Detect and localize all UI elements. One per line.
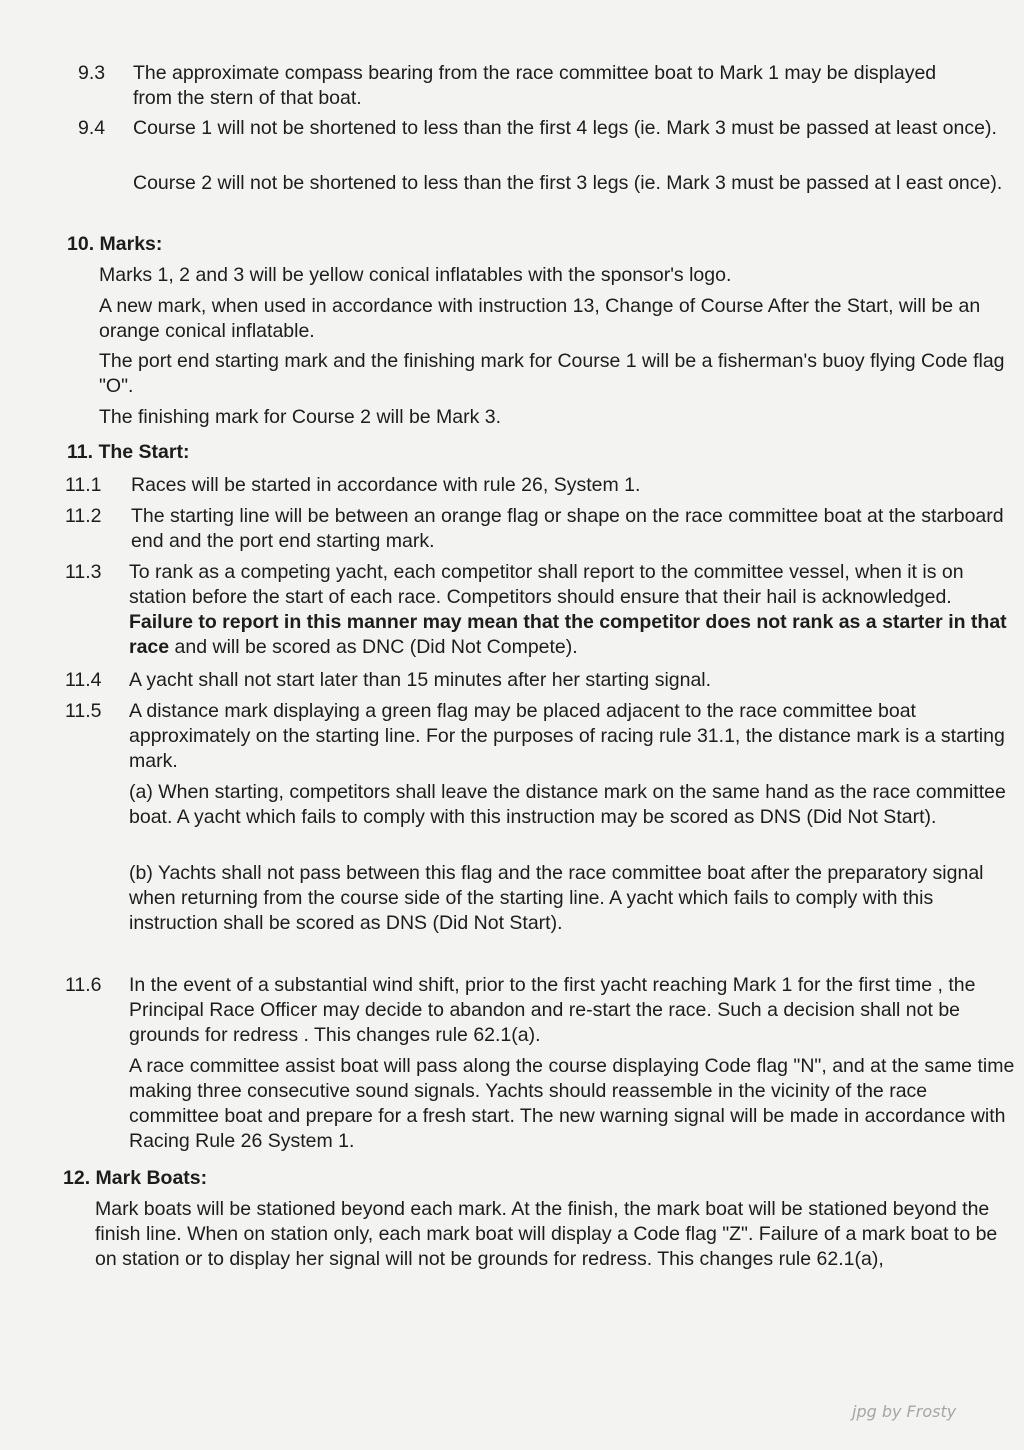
item-number: 11.5 [65,700,102,722]
item-number: 9.4 [78,117,106,139]
item-number: 11.1 [65,474,102,496]
item-text: Course 1 will not be shortened to less than the first 4 legs (ie. Mark 3 must be passed at least once). [133,117,997,139]
section-10-paragraph-4: The finishing mark for Course 2 will be Mark 3. [99,406,502,428]
item-text: The starting line will be between an orange flag or shape on the race committee boat at the starboard end and the port end starting mark. [131,505,1004,552]
item-subpoint-a: (a) When starting, competitors shall leave the distance mark on the same hand as the race committee boat. A yacht which fails to comply with this instruction may be scored as DNS (Did Not Start). [129,781,1006,828]
item-text: The approximate compass bearing from the race committee boat to Mark 1 may be displayed from the stern of that boat. [133,62,937,109]
item-number: 11.4 [65,669,102,691]
item-text: A yacht shall not start later than 15 minutes after her starting signal. [129,669,712,691]
section-10-paragraph-3: The port end starting mark and the finishing mark for Course 1 will be a fisherman's buoy flying Code flag "O". [99,350,1005,397]
section-12-paragraph: Mark boats will be stationed beyond each mark. At the finish, the mark boat will be stationed beyond the finish line. When on station only, each mark boat will display a Code flag "Z". Failure of a mark boat to be on station or to display her signal will not be grounds for redress. This changes rule 62.1(a), [95,1198,998,1270]
item-text-continued: A race committee assist boat will pass along the course displaying Code flag "N", and at the same time making three consecutive sound signals. Yachts should reassemble in the vicinity of the race committee boat and prepare for a fresh start. The new warning signal will be made in accordance with Racing Rule 26 System 1. [129,1055,1015,1152]
section-11-heading: 11. The Start: [67,441,190,463]
section-10-paragraph-1: Marks 1, 2 and 3 will be yellow conical inflatables with the sponsor's logo. [99,264,732,286]
item-text [129,560,1019,660]
section-10-paragraph-2: A new mark, when used in accordance with instruction 13, Change of Course After the Start, will be an orange conical inflatable. [99,295,981,342]
item-text-start: To rank as a competing yacht, each competitor shall report to the committee vessel, when it is on station before the start of each race. Competitors should ensure that their hail is acknowledged. [129,561,964,608]
item-number: 11.3 [65,561,102,583]
item-text-end: and will be scored as DNC (Did Not Compete). [169,636,578,658]
item-text: In the event of a substantial wind shift, prior to the first yacht reaching Mark 1 for the first time , the Principal Race Officer may decide to abandon and re-start the race. Such a decision shall not be grounds for redress . This changes rule 62.1(a). [129,974,976,1046]
section-12-heading: 12. Mark Boats: [63,1167,208,1189]
section-10-heading: 10. Marks: [67,233,163,255]
item-text: Races will be started in accordance with rule 26, System 1. [131,474,641,496]
item-number: 11.6 [65,974,102,996]
item-subpoint-b: (b) Yachts shall not pass between this flag and the race committee boat after the preparatory signal when returning from the course side of the starting line. A yacht which fails to comply with this instruction shall be scored as DNS (Did Not Start). [129,862,984,934]
item-number: 11.2 [65,505,102,527]
item-text: A distance mark displaying a green flag may be placed adjacent to the race committee boat approximately on the starting line. For the purposes of racing rule 31.1, the distance mark is a starting mark. [129,700,1005,772]
item-number: 9.3 [78,62,106,84]
watermark: jpg by Frosty [852,1402,957,1421]
item-text-bold: Failure to report in this manner may mean that the competitor does not rank as a starter in that race [129,611,1007,658]
item-text-continued: Course 2 will not be shortened to less than the first 3 legs (ie. Mark 3 must be passed at l east once). [133,172,1003,194]
